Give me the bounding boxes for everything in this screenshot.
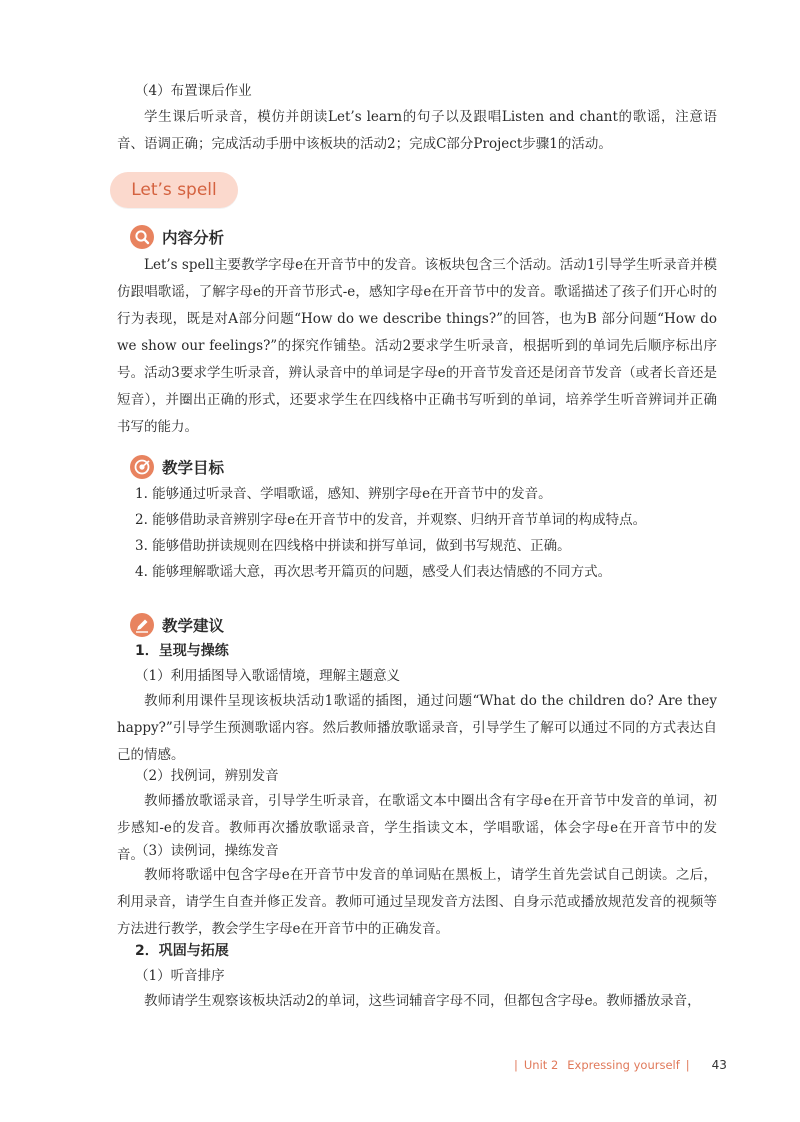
page-number: 43 (711, 1058, 727, 1072)
footer-title: Expressing yourself (567, 1058, 680, 1072)
objective-item: 3. 能够借助拼读规则在四线格中拼读和拼写单词，做到书写规范、正确。 (135, 538, 571, 554)
sub4-heading: （1）听音排序 (135, 968, 225, 984)
lets-spell-label: Let’s spell (131, 180, 217, 200)
sub2-text: 教师播放歌谣录音，引导学生听录音，在歌谣文本中圈出含有字母e在开音节中发音的单词，初步感知-e的发音。教师再次播放歌谣录音，学生指读文本，学唱歌谣，体会字母e在开音节中的发音。 (117, 793, 717, 863)
objectives-title: 教学目标 (162, 459, 225, 477)
objectives-header (130, 454, 224, 480)
homework-heading: （4）布置课后作业 (135, 83, 252, 99)
content-analysis-title: 内容分析 (162, 229, 225, 247)
sub3-text: 教师将歌谣中包含字母e在开音节中发音的单词贴在黑板上，请学生首先尝试自己朗读。之后，利用录音，请学生自查并修正发音。教师可通过呈现发音方法图、自身示范或播放规范发音的视频等方法进行教学，教会学生字母e在开音节中的正确发音。 (117, 867, 717, 937)
content-analysis-header (130, 224, 224, 250)
objective-item: 1. 能够通过听录音、学唱歌谣，感知、辨别字母e在开音节中的发音。 (135, 486, 552, 502)
objective-item: 2. 能够借助录音辨别字母e在开音节中的发音，并观察、归纳开音节单词的构成特点。 (135, 512, 647, 528)
magnifier-icon (130, 225, 154, 249)
sub1-text: 教师利用课件呈现该板块活动1歌谣的插图，通过问题“What do the children do? Are they happy?”引导学生预测歌谣内容。然后教师播放歌谣录音，引导学生了解可以通过不同的方式表达自己的情感。 (117, 693, 717, 763)
sub2-heading: （2）找例词，辨别发音 (135, 768, 279, 784)
lets-spell-tab (110, 172, 238, 208)
footer-divider: | (685, 1058, 690, 1072)
sub4-text: 教师请学生观察该板块活动2的单词，这些词辅音字母不同，但都包含字母e。教师播放录音， (144, 993, 701, 1009)
part1-heading: 1．呈现与操练 (135, 643, 229, 659)
pencil-icon (130, 613, 154, 637)
footer-divider: | (514, 1058, 518, 1072)
suggestions-title: 教学建议 (162, 617, 225, 635)
footer-unit: Unit 2 (523, 1058, 559, 1072)
sub3-heading: （3）读例词，操练发音 (135, 843, 279, 859)
objective-item: 4. 能够理解歌谣大意，再次思考开篇页的问题，感受人们表达情感的不同方式。 (135, 564, 612, 580)
page-footer (508, 1055, 727, 1075)
homework-text: 学生课后听录音，模仿并朗读Let’s learn的句子以及跟唱Listen and chant的歌谣，注意语音、语调正确；完成活动手册中该板块的活动2；完成C部分Project步骤1的活动。 (117, 109, 717, 152)
target-icon (130, 455, 154, 479)
content-analysis-text: Let’s spell主要教学字母e在开音节中的发音。该板块包含三个活动。活动1引导学生听录音并模仿跟唱歌谣，了解字母e的开音节形式-e，感知字母e在开音节中的发音。歌谣描述了孩子们开心时的行为表现，既是对A部分问题“How do we describe things?”的回答，也为B 部分问题“How do we show our feelings?”的探究作铺垫。活动2要求学生听录音，根据听到的单词先后顺序标出序号。活动3要求学生听录音，辨认录音中的单词是字母e的开音节发音还是闭音节发音（或者长音还是短音），并圈出正确的形式，还要求学生在四线格中正确书写听到的单词，培养学生听音辨词并正确书写的能力。 (117, 257, 717, 435)
suggestions-header (130, 612, 224, 638)
part2-heading: 2．巩固与拓展 (135, 943, 229, 959)
sub1-heading: （1）利用插图导入歌谣情境，理解主题意义 (135, 668, 401, 684)
